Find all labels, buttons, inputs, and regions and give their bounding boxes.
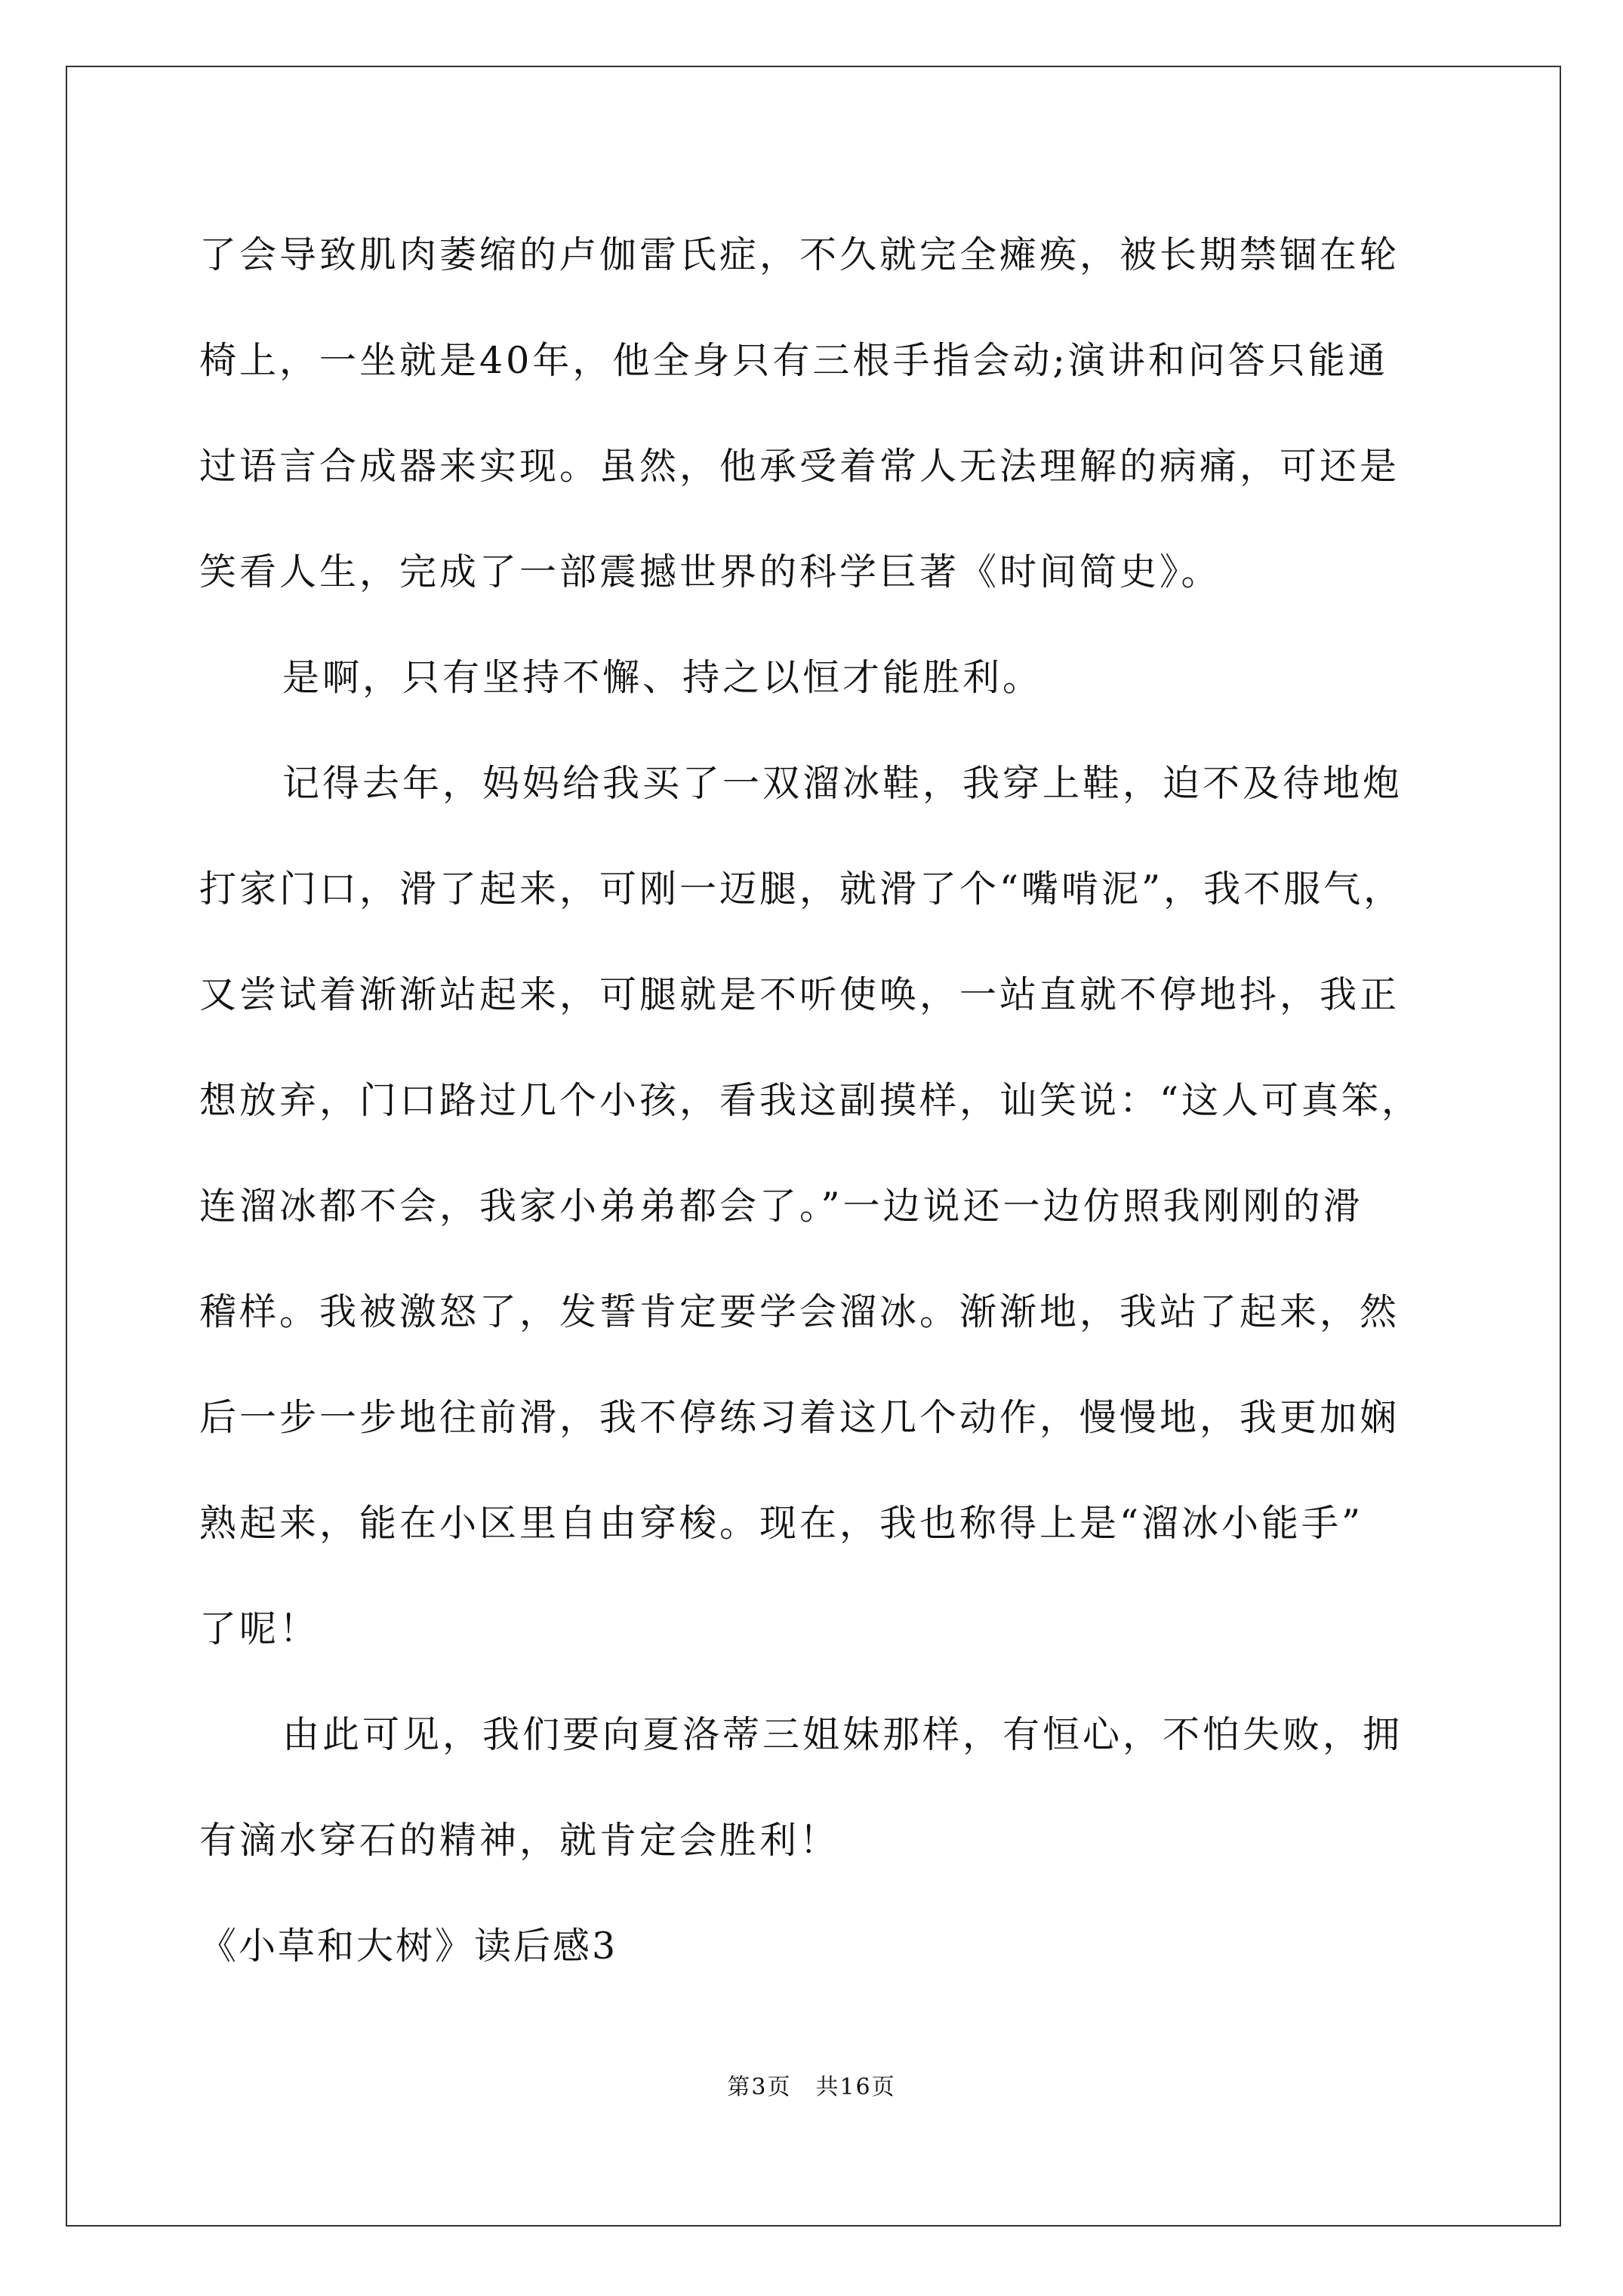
text-line: 是啊，只有坚持不懈、持之以恒才能胜利。 [282, 656, 1043, 699]
text-line: 想放弃，门口路过几个小孩，看我这副摸样，讪笑说：“这人可真笨， [199, 1079, 1422, 1122]
page-number-footer: 第3页 共16页 [727, 2074, 896, 2100]
text-line: 后一步一步地往前滑，我不停练习着这几个动作，慢慢地，我更加娴 [199, 1396, 1400, 1439]
text-line: 有滴水穿石的精神，就肯定会胜利！ [199, 1819, 840, 1862]
text-line: 打家门口，滑了起来，可刚一迈腿，就滑了个“嘴啃泥”，我不服气， [199, 868, 1404, 911]
page-border [66, 66, 1561, 2227]
section-heading: 《小草和大树》读后感3 [199, 1925, 618, 1968]
text-line: 又尝试着渐渐站起来，可腿就是不听使唤，一站直就不停地抖，我正 [199, 973, 1400, 1016]
text-line: 熟起来，能在小区里自由穿梭。现在，我也称得上是“溜冰小能手” [199, 1502, 1364, 1545]
text-line: 稽样。我被激怒了，发誓肯定要学会溜冰。渐渐地，我站了起来，然 [199, 1290, 1400, 1333]
text-line: 记得去年，妈妈给我买了一双溜冰鞋，我穿上鞋，迫不及待地炮 [282, 762, 1403, 805]
text-line: 笑看人生，完成了一部震撼世界的科学巨著《时间简史》。 [199, 550, 1221, 593]
text-line: 连溜冰都不会，我家小弟弟都会了。”一边说还一边仿照我刚刚的滑 [199, 1185, 1363, 1228]
text-line: 了呢！ [199, 1607, 320, 1650]
text-line: 过语言合成器来实现。虽然，他承受着常人无法理解的病痛，可还是 [199, 445, 1400, 488]
text-line: 椅上，一坐就是40年，他全身只有三根手指会动;演讲和问答只能通 [199, 339, 1388, 382]
text-line: 了会导致肌肉萎缩的卢伽雷氏症，不久就完全瘫痪，被长期禁锢在轮 [199, 233, 1400, 276]
text-line: 由此可见，我们要向夏洛蒂三姐妹那样，有恒心，不怕失败，拥 [282, 1713, 1403, 1756]
